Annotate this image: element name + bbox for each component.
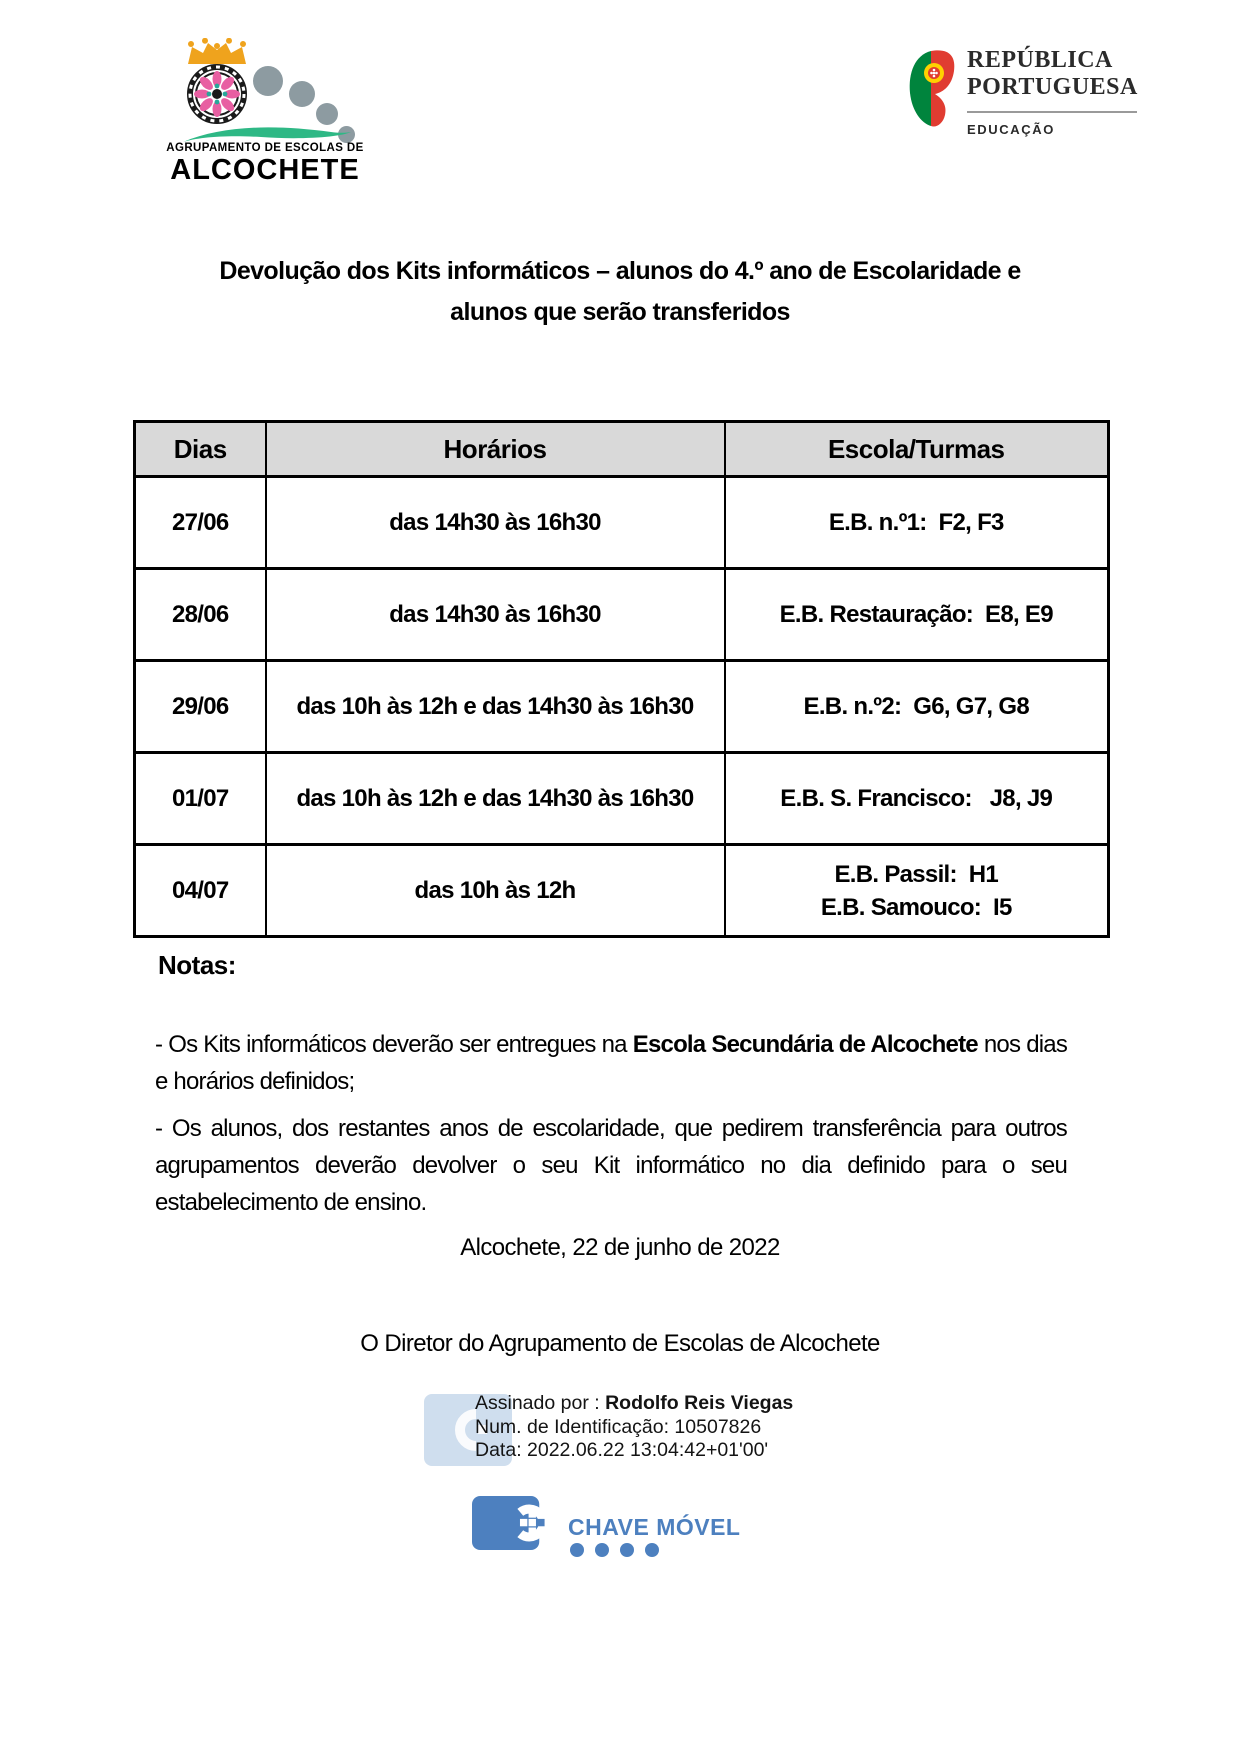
column-header-horarios: Horários [266,422,725,477]
republica-line1: REPÚBLICA [967,47,1113,73]
cell-escola: E.B. Restauração: E8, E9 [725,569,1109,661]
column-header-dias: Dias [135,422,266,477]
note1-prefix: - Os Kits informáticos deverão ser entregues na [155,1031,633,1058]
cell-escola-line2: E.B. Samouco: I5 [820,893,1012,921]
republica-divider [967,111,1137,113]
cell-dia: 28/06 [135,569,266,661]
column-header-escola-turmas: Escola/Turmas [725,422,1109,477]
dot-icon [620,1543,634,1557]
chave-movel-label: CHAVE MÓVEL [568,1514,741,1540]
cell-dia: 29/06 [135,661,266,753]
dot-icon [595,1543,609,1557]
table-row [135,845,1109,937]
school-name-line2: ALCOCHETE [170,154,360,186]
date-line: Alcochete, 22 de junho de 2022 [460,1234,780,1261]
educacao-label: EDUCAÇÃO [967,122,1055,137]
title-line2: alunos que serão transferidos [450,298,790,326]
cell-escola-line1: E.B. Passil: H1 [834,860,999,888]
republica-text [967,47,1138,101]
crown-icon [185,38,249,66]
table-row [135,661,1109,753]
signature-id-line: Num. de Identificação: 10507826 [475,1415,762,1438]
note1-suffix: nos dias e horários definidos; [155,1031,1068,1095]
cell-horario: das 10h às 12h e das 14h30 às 16h30 [266,661,725,753]
table-header-row [135,422,1109,477]
chave-movel-icon [472,1490,554,1556]
note1-bold-school: Escola Secundária de Alcochete [632,1031,978,1058]
cell-horario: das 14h30 às 16h30 [266,569,725,661]
cell-escola: E.B. n.º1: F2, F3 [725,477,1109,569]
cell-horario: das 10h às 12h e das 14h30 às 16h30 [266,753,725,845]
page-title [0,251,1240,333]
table-row [135,753,1109,845]
rosette-icon [187,64,247,124]
dot-icon [645,1543,659,1557]
republica-line2: PORTUGUESA [967,74,1138,100]
dot-icon [570,1543,584,1557]
signature-block [475,1392,793,1463]
signed-by-name: Rodolfo Reis Viegas [605,1392,794,1414]
portugal-flag-icon [905,47,957,129]
school-logo [165,36,375,186]
cell-escola [725,845,1109,937]
cell-horario: das 14h30 às 16h30 [266,477,725,569]
republica-portuguesa-logo [905,45,1155,155]
logo-dot-icon [253,66,283,96]
schedule-table [133,420,1110,938]
note-paragraph-1 [155,1026,1067,1100]
notes-heading: Notas: [158,950,236,980]
cell-horario: das 10h às 12h [266,845,725,937]
signer-title: O Diretor do Agrupamento de Escolas de Alcochete [360,1330,880,1357]
table-row [135,477,1109,569]
title-line1: Devolução dos Kits informáticos – alunos do 4.º ano de Escolaridade e [219,257,1021,285]
signed-by-line [475,1392,793,1416]
cell-escola: E.B. S. Francisco: J8, J9 [725,753,1109,845]
chave-movel-dots [570,1543,659,1557]
cell-dia: 27/06 [135,477,266,569]
cell-escola: E.B. n.º2: G6, G7, G8 [725,661,1109,753]
school-name-line1: AGRUPAMENTO DE ESCOLAS DE [166,142,364,154]
table-row [135,569,1109,661]
signed-by-label: Assinado por : [475,1392,606,1414]
cell-dia: 01/07 [135,753,266,845]
logo-dot-icon [289,81,315,107]
note-paragraph-2: - Os alunos, dos restantes anos de escolaridade, que pedirem transferência para outros agrupamentos deverão devolver o seu Kit informático no dia definido para o seu estabelecimento de ensino. [155,1115,1067,1216]
cell-dia: 04/07 [135,845,266,937]
signature-date-line: Data: 2022.06.22 13:04:42+01'00' [475,1439,769,1461]
